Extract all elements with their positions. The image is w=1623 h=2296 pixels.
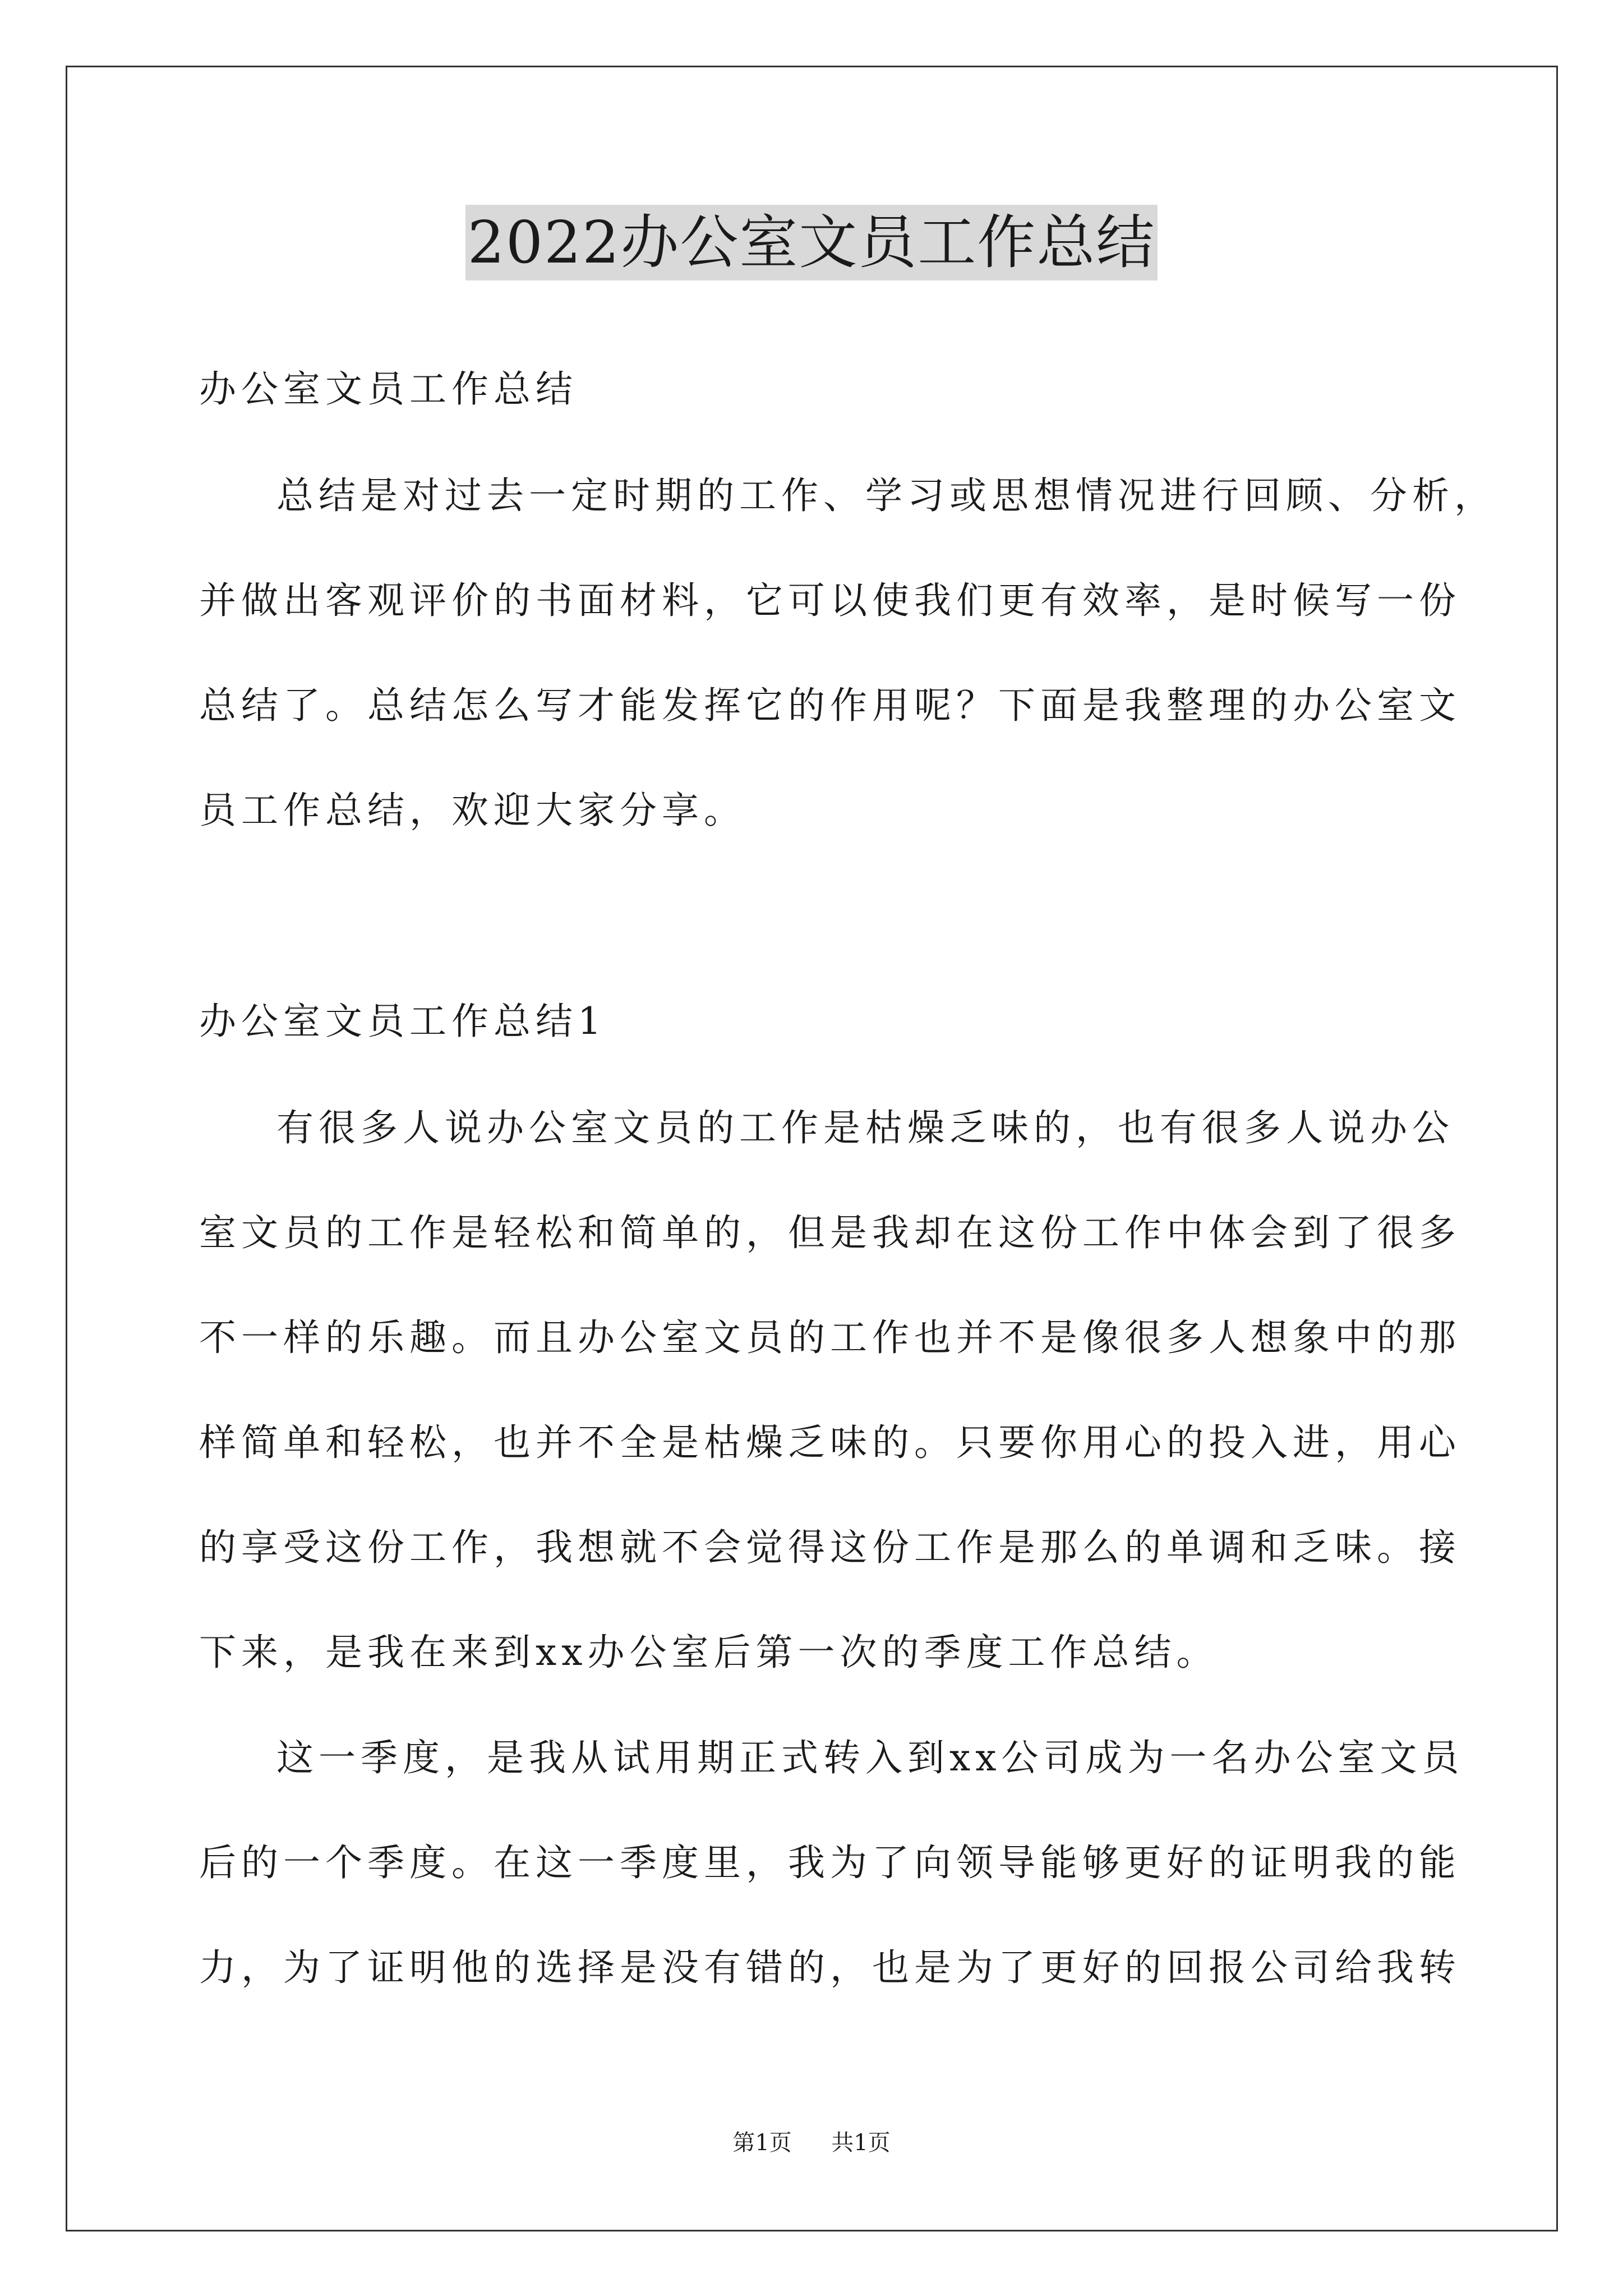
paragraph-line: 总结了。总结怎么写才能发挥它的作用呢？下面是我整理的办公室文 xyxy=(199,684,1461,727)
paragraph-2 xyxy=(199,1705,1464,2020)
page-total: 共1页 xyxy=(831,2130,891,2156)
paragraph-line: 有很多人说办公室文员的工作是枯燥乏味的，也有很多人说办公 xyxy=(276,1106,1454,1149)
paragraph-1 xyxy=(199,1075,1461,1705)
section-heading: 办公室文员工作总结1 xyxy=(199,1000,606,1043)
paragraph-line: 下来，是我在来到xx办公室后第一次的季度工作总结。 xyxy=(199,1631,1219,1674)
subtitle-block xyxy=(199,337,1433,441)
section-heading-block xyxy=(199,969,1433,1074)
paragraph-line: 不一样的乐趣。而且办公室文员的工作也并不是像很多人想象中的那 xyxy=(199,1316,1461,1359)
paragraph-line: 后的一个季度。在这一季度里，我为了向领导能够更好的证明我的能 xyxy=(199,1841,1461,1884)
paragraph-line: 力，为了证明他的选择是没有错的，也是为了更好的回报公司给我转 xyxy=(199,1946,1461,1989)
document-title: 2022办公室文员工作总结 xyxy=(465,205,1158,280)
paragraph-line: 总结是对过去一定时期的工作、学习或思想情况进行回顾、分析， xyxy=(276,474,1496,517)
paragraph-line: 这一季度，是我从试用期正式转入到xx公司成为一名办公室文员 xyxy=(276,1736,1464,1779)
title-container xyxy=(0,205,1623,280)
page-number: 第1页 xyxy=(732,2130,792,2156)
paragraph-line: 室文员的工作是轻松和简单的，但是我却在这份工作中体会到了很多 xyxy=(199,1211,1461,1254)
paragraph-line: 员工作总结，欢迎大家分享。 xyxy=(199,789,746,832)
paragraph-line: 样简单和轻松，也并不全是枯燥乏味的。只要你用心的投入进，用心 xyxy=(199,1421,1461,1464)
intro-paragraph xyxy=(199,443,1496,863)
document-subtitle: 办公室文员工作总结 xyxy=(199,367,578,411)
paragraph-line: 并做出客观评价的书面材料，它可以使我们更有效率，是时候写一份 xyxy=(199,579,1461,622)
paragraph-line: 的享受这份工作，我想就不会觉得这份工作是那么的单调和乏味。接 xyxy=(199,1526,1461,1569)
page-footer xyxy=(0,2126,1623,2160)
